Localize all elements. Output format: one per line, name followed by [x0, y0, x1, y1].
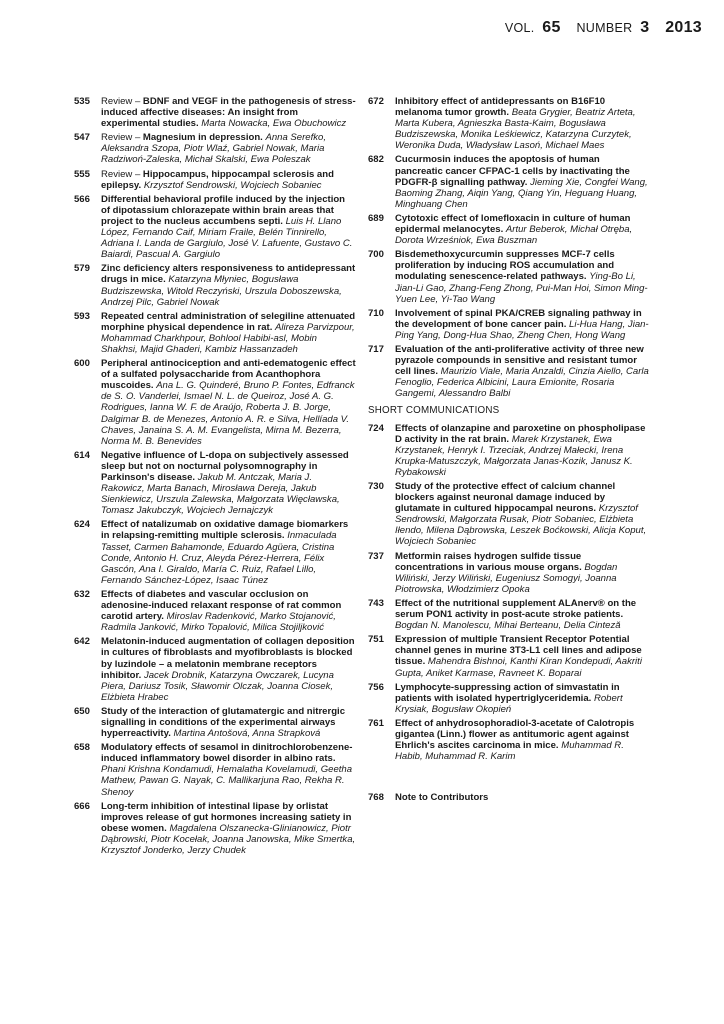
page-number: 624: [74, 519, 90, 531]
entry-authors: Inmaculada Tasset, Carmen Bahamonde, Eduardo Agüera, Cristina Conde, Antonio H. Cruz, Aleyda Pérez-Herrera, Félix Gascón, Ana I. Giraldo, María C. Ruiz, Rafael Lillo, Fernando Sánchez-López, Isaac Túnez: [101, 530, 337, 586]
entry-title: Effect of natalizumab on oxidative damage biomarkers in relapsing-remitting multiple sclerosis.: [101, 519, 349, 542]
entry-authors: Muhammad R. Habib, Muhammad R. Karim: [395, 740, 624, 763]
entry-authors: Anna Serefko, Aleksandra Szopa, Piotr Wlaź, Gabriel Nowak, Maria Radziwoń-Zaleska, Michał Skalski, Ewa Poleszak: [101, 132, 326, 166]
page-number: 547: [74, 132, 90, 144]
regular-articles: [368, 96, 650, 399]
toc-entry[interactable]: [368, 718, 650, 762]
entry-authors: Robert Krysiak, Bogusław Okopień: [395, 692, 623, 715]
toc-entry[interactable]: [368, 423, 650, 478]
toc-entry[interactable]: [74, 96, 356, 129]
entry-title: Study of the interaction of glutamatergic and nitrergic signalling in conditions of the experimental airways hyperreactivity.: [101, 705, 346, 740]
page-number: 555: [74, 168, 90, 180]
toc-entry[interactable]: [368, 249, 650, 304]
entry-title: Cytotoxic effect of lomefloxacin in culture of human epidermal melanocytes.: [395, 212, 631, 236]
entry-authors: Marek Krzystanek, Ewa Krzystanek, Henryk I. Trzeciak, Andrzej Małecki, Irena Krupka-Matuszczyk, Małgorzata Janas-Kozik, Janusz K. Rybakowski: [395, 433, 633, 478]
entry-authors: Marta Nowacka, Ewa Obuchowicz: [201, 118, 347, 130]
toc-entry[interactable]: [74, 589, 356, 633]
entry-authors: Jieming Xie, Congfei Wang, Baoming Zhang, Aiqin Yang, Qiang Yin, Heguang Huang, Minghuang Chen: [395, 176, 648, 210]
issue-number: 3: [640, 19, 650, 36]
page-number: 566: [74, 193, 90, 205]
page-number: 768: [368, 792, 384, 804]
page-number: 743: [368, 597, 384, 609]
entry-authors: Bogdan Wiliński, Jerzy Wiliński, Eugeniusz Somogyi, Joanna Piotrowska, Włodzimierz Opoka: [395, 561, 618, 595]
entry-title: Inhibitory effect of antidepressants on B16F10 melanoma tumor growth.: [395, 96, 606, 119]
contents-right-column: [368, 96, 650, 806]
entry-title: Involvement of spinal PKA/CREB signaling pathway in the development of bone cancer pain.: [395, 307, 642, 330]
toc-entry[interactable]: [74, 311, 356, 355]
entry-title: Zinc deficiency alters responsiveness to antidepressant drugs in mice.: [101, 263, 356, 286]
issue-year: 2013: [665, 19, 702, 36]
entry-authors: Jacek Drobnik, Katarzyna Owczarek, Lucyna Piera, Dariusz Tosik, Sławomir Olczak, Joanna Ciosek, Elżbieta Hrabec: [101, 669, 334, 703]
section-heading-short-communications: SHORT COMMUNICATIONS: [368, 405, 500, 417]
entry-authors: Maurizio Viale, Maria Anzaldi, Cinzia Aiello, Carla Fenoglio, Federica Albicini, Laura Emionite, Rosaria Gangemi, Alessandro Balbi: [395, 366, 649, 400]
page-number: 730: [368, 481, 384, 492]
toc-entry[interactable]: [74, 636, 356, 703]
toc-entry-note[interactable]: [368, 792, 650, 803]
page-number: 593: [74, 310, 90, 322]
entry-title: Negative influence of L-dopa on subjectively assessed sleep but not on nocturnal polysomnography in Parkinson's disease.: [101, 449, 349, 483]
entry-title: Modulatory effects of sesamol in dinitrochlorobenzene-induced inflammatory bowel disorder in albino rats.: [101, 742, 353, 765]
entry-title: Lymphocyte-suppressing action of simvastatin in patients with isolated hypertriglyceridemia.: [395, 681, 620, 704]
entry-authors: Artur Beberok, Michał Otręba, Dorota Wrześniok, Ewa Buszman: [395, 224, 633, 247]
entry-title: Hippocampus, hippocampal sclerosis and epilepsy.: [101, 168, 334, 191]
page-number: 666: [74, 800, 90, 812]
toc-entry[interactable]: [74, 169, 356, 191]
entry-authors: Mahendra Bishnoi, Kanthi Kiran Kondepudi, Aakriti Gupta, Aniket Karmase, Ravneet K. Boparai: [395, 656, 642, 679]
page-number: 717: [368, 343, 384, 355]
entry-title: Expression of multiple Transient Receptor Potential channel genes in murine 3T3-L1 cell lines and adipose tissue.: [395, 634, 642, 668]
page-number: 632: [74, 588, 90, 600]
entry-authors: Ying-Bo Li, Jian-Li Gao, Zhang-Feng Zhong, Pui-Man Hoi, Simon Ming-Yuen Lee, Yi-Tao Wang: [395, 271, 648, 305]
entry-authors: Beata Grygier, Beatriz Arteta, Marta Kubera, Agnieszka Basta-Kaim, Bogusława Budziszewska, Monika Leśkiewicz, Katarzyna Curzytek, Weronika Duda, Władysław Lasoń, Michael Maes: [395, 107, 636, 152]
page-number: 600: [74, 358, 90, 370]
page-number: 710: [368, 307, 384, 319]
entry-title: Peripheral antinociception and anti-edematogenic effect of a sulfated polysaccharide from Acanthophora muscoides.: [101, 358, 356, 392]
toc-entry[interactable]: [368, 154, 650, 209]
entry-authors: Li-Hua Hang, Jian-Ping Yang, Dong-Hua Shao, Zheng Chen, Hong Wang: [395, 318, 649, 341]
toc-entry[interactable]: [368, 682, 650, 715]
toc-entry[interactable]: [74, 801, 356, 856]
page-number: 700: [368, 249, 384, 261]
entry-authors: Phani Krishna Kondamudi, Hemalatha Kovelamudi, Geetha Mathew, Pawan G. Nayak, C. Mallikarjuna Rao, Rekha R. Shenoy: [101, 764, 353, 798]
toc-entry[interactable]: [74, 742, 356, 797]
entry-title: Effects of olanzapine and paroxetine on phospholipase D activity in the rat brain.: [395, 422, 646, 445]
toc-entry[interactable]: [368, 308, 650, 341]
page-number: 614: [74, 449, 90, 461]
volume-label: VOL.: [504, 21, 535, 35]
page-number: 672: [368, 96, 384, 107]
page-number: 689: [368, 212, 384, 224]
entry-title: Bisdemethoxycurcumin suppresses MCF-7 cells proliferation by inducing ROS accumulation and modulating senescence-related pathways.: [395, 249, 615, 283]
entry-title: Note to Contributors: [395, 792, 489, 804]
toc-entry[interactable]: [74, 706, 356, 739]
entry-title: Effects of diabetes and vascular occlusion on adenosine-induced relaxant response of rat common carotid artery.: [101, 588, 342, 623]
page-number: 724: [368, 422, 384, 434]
entry-authors: Alireza Parvizpour, Mohammad Charkhpour, Bohlool Habibi-asl, Mobin Shakhsi, Majid Ghaderi, Kambiz Hassanzadeh: [101, 321, 355, 355]
contents-left-column: [74, 96, 356, 859]
entry-type: Review –: [101, 132, 143, 144]
entry-authors: Magdalena Olszanecka-Glinianowicz, Piotr Dąbrowski, Piotr Kocełak, Joanna Janowska, Mike Smertka, Krzysztof Jonderko, Jerzy Chudek: [101, 822, 356, 856]
entry-authors: Krzysztof Sendrowski, Małgorzata Rusak, Piotr Sobaniec, Elżbieta Iłendo, Milena Dąbrowska, Leszek Boćkowski, Alicja Koput, Wojciech Sobaniec: [395, 503, 647, 548]
toc-entry[interactable]: [74, 263, 356, 307]
entry-title: Differential behavioral profile induced by the injection of dipotassium chlorazepate within brain areas that project to the nucleus accumbens septi.: [101, 193, 346, 227]
page-number: 756: [368, 681, 384, 693]
entry-title: Effect of anhydrosophoradiol-3-acetate of Calotropis gigantea (Linn.) flower as antitumoric agent against Ehrlich's ascites carcinoma in mice.: [395, 717, 635, 752]
toc-entry[interactable]: [74, 132, 356, 165]
entry-title: Study of the protective effect of calcium channel blockers against neuronal damage induced by glutamate in cultured hippocampal neurons.: [395, 481, 616, 515]
page-number: 737: [368, 550, 384, 562]
toc-entry[interactable]: [368, 481, 650, 548]
entry-authors: Bogdan N. Manolescu, Mihai Berteanu, Delia Cinteză: [395, 620, 621, 632]
page-number: 579: [74, 263, 90, 275]
toc-entry[interactable]: [368, 213, 650, 246]
page-number: 642: [74, 636, 90, 648]
entry-authors: Jakub M. Antczak, Maria J. Rakowicz, Marta Banach, Mirosława Dereja, Jakub Sienkiewicz, Urszula Zalewska, Małgorzata Więcławska, Tomasz Jakubczyk, Wojciech Jernajczyk: [101, 472, 340, 517]
toc-entry[interactable]: [74, 519, 356, 586]
volume-number: 65: [542, 19, 561, 36]
entry-title: Metformin raises hydrogen sulfide tissue concentrations in various mouse organs.: [395, 550, 582, 573]
entry-authors: Katarzyna Młyniec, Bogusława Budziszewska, Witold Reczyński, Urszula Doboszewska, Andrzej Pilc, Gabriel Nowak: [101, 274, 342, 308]
toc-entry[interactable]: [368, 598, 650, 631]
issue-header: [505, 19, 702, 37]
entry-type: Review –: [101, 96, 143, 107]
toc-entry[interactable]: [368, 96, 650, 151]
page-number: 682: [368, 154, 384, 166]
page-number: 658: [74, 742, 90, 754]
entry-authors: Luis H. Llano López, Fernando Caif, Miriam Fraile, Belén Tinnirello, Adriana I. Landa de Gargiulo, José V. Lafuente, Gustavo C. Baiardi, Pascual A. Gargiulo: [101, 215, 353, 261]
entry-title: Effect of the nutritional supplement ALAnerv® on the serum PON1 activity in post-acute stroke patients.: [395, 597, 637, 621]
entry-title: Long-term inhibition of intestinal lipase by orlistat improves release of gut hormones increasing satiety in obese women.: [101, 800, 352, 834]
entry-type: Review –: [101, 168, 143, 180]
entry-authors: Martina Antošová, Anna Strapková: [173, 728, 321, 740]
toc-entry[interactable]: [368, 634, 650, 678]
entry-title: Melatonin-induced augmentation of collagen deposition in cultures of fibroblasts and myofibroblasts is blocked by luzindole – a melatonin membrane receptors inhibitor.: [101, 636, 355, 681]
entry-title: BDNF and VEGF in the pathogenesis of stress-induced affective diseases: An insight from experimental studies.: [101, 96, 356, 130]
entry-title: Evaluation of the anti-proliferative activity of three new pyrazole compounds in sensitive and resistant tumor cell lines.: [395, 343, 644, 378]
toc-entry[interactable]: [368, 344, 650, 399]
entry-title: Repeated central administration of selegiline attenuated morphine physical dependence in rat.: [101, 310, 356, 333]
page-number: 535: [74, 96, 90, 107]
entry-authors: Krzysztof Sendrowski, Wojciech Sobaniec: [143, 179, 322, 191]
page-number: 751: [368, 634, 384, 646]
entry-title: Cucurmosin induces the apoptosis of human pancreatic cancer CFPAC-1 cells by inactivating the PDGFR-β signalling pathway.: [395, 154, 630, 188]
entry-title: Magnesium in depression.: [142, 132, 263, 144]
page-number: 650: [74, 705, 90, 717]
toc-entry[interactable]: [74, 194, 356, 261]
short-communications: [368, 423, 650, 763]
entry-authors: Ana L. G. Quinderé, Bruno P. Fontes, Edfranck de S. O. Vanderlei, Ismael N. L. de Queiroz, José A. G. Rodrigues, Ianna W. F. de Araújo, Roberta J. B. Jorge, Dalgimar B. de Menezes, Antonio A. R. e Silva, Hellíada V. Chaves, Janaina S. A. M. Evangelista, Mirna M. Bezerra, Norma M. B. Benevides: [101, 380, 355, 447]
number-label: NUMBER: [576, 21, 633, 35]
toc-entry[interactable]: [368, 551, 650, 595]
toc-entry[interactable]: [74, 358, 356, 447]
page-number: 761: [368, 717, 384, 729]
entry-authors: Miroslav Radenković, Marko Stojanović, Radmila Janković, Mirko Topalović, Milica Stojiljković: [101, 611, 336, 634]
toc-entry[interactable]: [74, 450, 356, 517]
